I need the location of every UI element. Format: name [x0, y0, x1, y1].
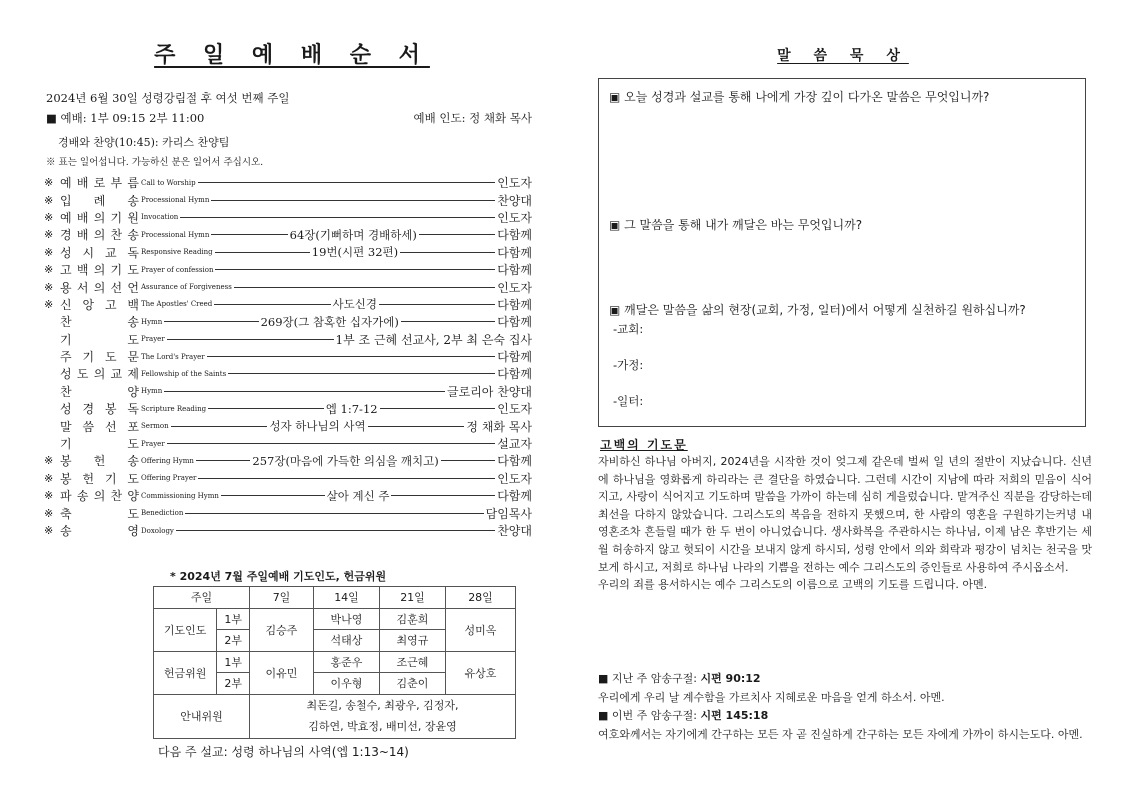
order-item-english: Prayer of confession — [141, 265, 214, 274]
order-item-name: 말 씀 선 포 — [60, 419, 139, 434]
order-item — [44, 522, 532, 539]
order-item-detail: 성자 하나님의 사역 — [269, 419, 366, 434]
question-3: ▣ 깨달은 말씀을 삶의 현장(교회, 가정, 일터)에서 어떻게 실천하길 원하십니까? — [609, 303, 1026, 317]
order-item-leader: 인도자 — [497, 471, 532, 486]
order-item — [44, 191, 532, 208]
stand-mark: ※ — [44, 193, 54, 207]
order-item — [44, 296, 532, 313]
stand-mark: ※ — [44, 489, 54, 503]
stand-mark: ※ — [44, 176, 54, 190]
answer-home: -가정: — [613, 358, 644, 372]
stand-mark: ※ — [44, 471, 54, 485]
order-item-english: The Apostles' Creed — [141, 300, 213, 309]
order-item-english: Benediction — [141, 509, 184, 518]
stand-mark: ※ — [44, 245, 54, 259]
order-item-english: Call to Worship — [141, 178, 196, 187]
table-header: 21일 — [380, 587, 446, 609]
order-item-name: 예 배 의 기 원 — [60, 210, 139, 225]
leader-line — [180, 217, 495, 218]
order-item-english: Hymn — [141, 317, 163, 326]
leader-line — [400, 252, 495, 253]
order-item-english: Offering Prayer — [141, 474, 197, 483]
order-item — [44, 278, 532, 295]
order-item — [44, 348, 532, 365]
table-cell — [250, 694, 516, 738]
order-item-english: Responsive Reading — [141, 248, 213, 257]
table-cell: 이유민 — [250, 651, 314, 694]
leader-line — [419, 234, 495, 235]
order-item-detail: 사도신경 — [332, 297, 377, 312]
leader-line — [214, 304, 330, 305]
order-item-name: 축 도 — [60, 506, 139, 521]
order-item-english: Hymn — [141, 387, 163, 396]
confession-prayer — [598, 453, 1092, 594]
table-row — [154, 587, 516, 609]
meditation-box — [598, 78, 1086, 427]
order-item — [44, 417, 532, 434]
table-header: 주일 — [154, 587, 250, 609]
order-item — [44, 487, 532, 504]
standing-note: ※ 표는 일어섭니다. 가능하신 분은 일어서 주십시오. — [46, 157, 264, 168]
order-item-leader: 다함께 — [497, 350, 532, 365]
table-cell: 김훈희 — [380, 608, 446, 630]
leader-line — [401, 321, 495, 322]
answer-work: -일터: — [613, 394, 644, 408]
last-verse-heading — [598, 670, 1092, 689]
table-row — [154, 608, 516, 630]
order-item-detail: 64장(기뻐하며 경배하세) — [289, 227, 417, 242]
order-item-leader: 찬양대 — [497, 193, 532, 208]
table-header: 14일 — [314, 587, 380, 609]
table-cell: 1부 — [217, 651, 250, 673]
leader-line — [208, 408, 324, 409]
usher-names-2: 김하연, 박효정, 배미선, 장윤영 — [308, 720, 457, 733]
memory-verses — [598, 670, 1092, 744]
this-verse-ref: 시편 145:18 — [700, 709, 769, 722]
stand-mark: ※ — [44, 210, 54, 224]
order-item-leader: 다함께 — [497, 228, 533, 243]
table-cell: 박나영 — [314, 608, 380, 630]
leader-line — [211, 200, 495, 201]
table-cell: 김춘이 — [380, 673, 446, 695]
meditation-title: 말 씀 묵 상 — [777, 48, 909, 64]
confession-end: 우리의 죄를 용서하시는 예수 그리스도의 이름으로 고백의 기도를 드립니다. 아멘. — [598, 578, 988, 592]
service-times-row — [46, 110, 532, 126]
order-item-name: 기 도 — [60, 332, 139, 347]
order-item-english: Processional Hymn — [141, 196, 210, 205]
order-item-english: Assurance of Forgiveness — [141, 283, 232, 292]
stand-mark: ※ — [44, 524, 54, 537]
order-item-leader: 인도자 — [497, 402, 533, 417]
order-item-english: The Lord's Prayer — [141, 352, 205, 361]
roster-table — [153, 586, 516, 739]
order-item-english: Offering Hymn — [141, 456, 194, 465]
stand-mark: ※ — [44, 228, 54, 242]
leader-line — [207, 356, 496, 357]
order-item-leader: 설교자 — [497, 437, 532, 452]
order-item-name: 성 경 봉 독 — [60, 402, 139, 417]
leader-line — [167, 339, 334, 340]
roster-title: * 2024년 7월 주일예배 기도인도, 헌금위원 — [170, 570, 387, 583]
order-item-leader: 인도자 — [497, 176, 532, 191]
order-item — [44, 452, 532, 469]
confession-title: 고백의 기도문 — [600, 438, 688, 452]
stand-mark: ※ — [44, 506, 54, 520]
order-item-english: Processional Hymn — [141, 230, 210, 239]
leader-line — [215, 252, 310, 253]
order-item-name: 파 송 의 찬 양 — [60, 489, 139, 504]
order-item-leader: 다함께 — [497, 367, 532, 382]
table-cell: 홍준우 — [314, 651, 380, 673]
table-cell: 이우형 — [314, 673, 380, 695]
order-item-name: 기 도 — [60, 437, 139, 452]
page-title: 주 일 예 배 순 서 — [154, 42, 430, 68]
service-times: ■ 예배: 1부 09:15 2부 11:00 — [46, 111, 205, 125]
order-item-detail: 살아 계신 주 — [326, 488, 390, 503]
leader-line — [380, 408, 496, 409]
table-cell: 2부 — [217, 630, 250, 652]
question-2: ▣ 그 말씀을 통해 내가 깨달은 바는 무엇입니까? — [609, 218, 863, 232]
leader-line — [368, 426, 465, 427]
table-cell: 성미옥 — [446, 608, 516, 651]
order-item — [44, 383, 532, 400]
table-cell: 헌금위원 — [154, 651, 217, 694]
table-cell: 2부 — [217, 673, 250, 695]
order-item-leader: 다함께 — [497, 263, 532, 278]
leader-line — [234, 287, 495, 288]
leader-line — [391, 495, 495, 496]
next-sermon: 다음 주 설교: 성령 하나님의 사역(엡 1:13~14) — [158, 745, 409, 759]
last-verse-ref: 시편 90:12 — [700, 672, 761, 685]
order-item-english: Fellowship of the Saints — [141, 369, 227, 378]
order-item-leader: 인도자 — [497, 210, 532, 225]
last-verse-label: ■ 지난 주 암송구절: — [598, 672, 701, 685]
worship-order-page — [44, 38, 533, 759]
order-item-leader: 담임목사 — [485, 506, 532, 521]
order-item-leader: 다함께 — [497, 245, 533, 260]
leader-line — [164, 321, 258, 322]
order-item — [44, 470, 532, 487]
leader-line — [228, 373, 495, 374]
leader-line — [379, 304, 495, 305]
leader-line — [164, 391, 445, 392]
leader-line — [221, 495, 325, 496]
leader-line — [441, 460, 496, 461]
table-row — [154, 651, 516, 673]
order-item — [44, 209, 532, 226]
table-cell: 기도인도 — [154, 608, 217, 651]
order-item-name: 찬 양 — [60, 384, 139, 399]
order-item-leader: 다함께 — [497, 489, 532, 504]
stand-mark: ※ — [44, 454, 54, 468]
table-header: 7일 — [250, 587, 314, 609]
question-1: ▣ 오늘 성경과 설교를 통해 나에게 가장 깊이 다가온 말씀은 무엇입니까? — [609, 90, 990, 104]
order-item-name: 성 도 의 교 제 — [60, 367, 139, 382]
order-item — [44, 400, 532, 417]
order-item-leader: 찬양대 — [497, 524, 532, 538]
order-item — [44, 261, 532, 278]
order-item-english: Prayer — [141, 335, 165, 344]
table-row — [154, 694, 516, 738]
stand-mark: ※ — [44, 297, 54, 311]
last-verse-text: 우리에게 우리 날 계수함을 가르치사 지혜로운 마음을 얻게 하소서. 아멘. — [598, 690, 945, 704]
order-item-name: 봉 헌 송 — [60, 454, 139, 469]
order-item-leader: 다함께 — [497, 454, 533, 469]
table-cell: 안내위원 — [154, 694, 250, 738]
leader-line — [171, 426, 268, 427]
table-cell: 1부 — [217, 608, 250, 630]
order-item — [44, 504, 532, 521]
order-item-detail: 엡 1:7-12 — [325, 401, 378, 416]
order-item-leader: 다함께 — [497, 315, 532, 330]
order-of-service — [44, 174, 532, 539]
order-item-name: 신 앙 고 백 — [60, 297, 139, 312]
table-cell: 석태상 — [314, 630, 380, 652]
leader-line — [198, 182, 496, 183]
order-item — [44, 365, 532, 382]
order-item-name: 입 례 송 — [60, 193, 139, 208]
stand-mark: ※ — [44, 280, 54, 294]
order-item-leader: 정 채화 목사 — [466, 419, 532, 434]
table-cell: 조근혜 — [380, 651, 446, 673]
leader-line — [176, 530, 495, 531]
answer-church: -교회: — [613, 322, 644, 336]
order-item-name: 성 시 교 독 — [60, 245, 139, 260]
order-item-english: Sermon — [141, 422, 169, 431]
leader-line — [215, 269, 495, 270]
praise-info: 경배와 찬양(10:45): 카리스 찬양팀 — [58, 136, 230, 149]
order-item-name: 주 기 도 문 — [60, 350, 139, 365]
order-item-leader: 인도자 — [497, 280, 532, 295]
order-item — [44, 244, 532, 261]
stand-mark: ※ — [44, 263, 54, 277]
worship-leader: 예배 인도: 정 채화 목사 — [413, 111, 532, 125]
order-item-name: 찬 송 — [60, 315, 139, 330]
order-item — [44, 174, 532, 191]
order-item-leader: 글로리아 찬양대 — [447, 384, 532, 399]
order-item-leader: 다함께 — [497, 297, 533, 312]
table-cell: 최영규 — [380, 630, 446, 652]
order-item-detail: 257장(마음에 가득한 의심을 깨치고) — [252, 453, 439, 468]
leader-line — [185, 513, 483, 514]
order-item-english: Scripture Reading — [141, 404, 207, 413]
service-date: 2024년 6월 30일 성령강림절 후 여섯 번째 주일 — [46, 91, 290, 105]
this-verse-text: 여호와께서는 자기에게 간구하는 모든 자 곧 진실하게 간구하는 모든 자에게 가까이 하시는도다. 아멘. — [598, 727, 1083, 741]
order-item-name: 고 백 의 기 도 — [60, 263, 139, 278]
table-header: 28일 — [446, 587, 516, 609]
table-cell: 유상호 — [446, 651, 516, 694]
order-item-name: 송 영 — [60, 524, 139, 538]
order-item-english: Doxology — [141, 526, 174, 535]
order-item-detail: 19번(시편 32편) — [311, 245, 399, 260]
order-item — [44, 226, 532, 243]
this-verse-label: ■ 이번 주 암송구절: — [598, 709, 701, 722]
leader-line — [211, 234, 287, 235]
order-item-english: Invocation — [141, 213, 179, 222]
order-item-name: 예 배 로 부 름 — [60, 176, 139, 191]
order-item — [44, 313, 532, 330]
order-item-leader: 1부 조 근혜 선교사, 2부 최 은숙 집사 — [335, 332, 532, 347]
table-cell: 김승주 — [250, 608, 314, 651]
this-verse-heading — [598, 707, 1092, 726]
leader-line — [198, 478, 495, 479]
order-item — [44, 331, 532, 348]
order-item-name: 용 서 의 선 언 — [60, 280, 139, 295]
usher-names-1: 최돈길, 송철수, 최광우, 김정자, — [306, 699, 459, 712]
order-item-english: Commissioning Hymn — [141, 491, 219, 500]
order-item — [44, 435, 532, 452]
order-item-name: 봉 헌 기 도 — [60, 471, 139, 486]
order-item-english: Prayer — [141, 439, 165, 448]
leader-line — [196, 460, 251, 461]
order-item-name: 경 배 의 찬 송 — [60, 228, 139, 243]
order-item-detail: 269장(그 참혹한 십자가에) — [260, 314, 399, 329]
confession-text: 자비하신 하나님 아버지, 2024년을 시작한 것이 엊그제 같은데 벌써 일 년의 절반이 지났습니다. 신년에 하나님을 영화롭게 하리라는 큰 결단을 하였습니다. 그런데 시간이 지남에 따라 저희의 믿음이 식어지고, 사랑이 식어지고 기도하며 말씀을 가까이 하는데 심히 게을렀습니다. 맡겨주신 직분을 감당하는데 최선을 다하지 않았습니다. 그리스도의 복음을 전하지 못했으며, 한 사람의 영혼을 구원하기는커녕 내 영혼조차 흔들릴 때가 한 두 번이 아니었습니다. 생사화복을 주관하시는 하나님, 이제 남은 후반기는 세월 허송하지 않고 헛되이 시간을 보내지 않게 하시되, 성령 안에서 의와 희락과 평강이 넘치는 천국을 맛보게 하시고, 저희로 하나님 나라의 기쁨을 전하는 예수 그리스도의 증인들로 사용하여 주시옵소서. — [598, 455, 1092, 574]
leader-line — [167, 443, 496, 444]
